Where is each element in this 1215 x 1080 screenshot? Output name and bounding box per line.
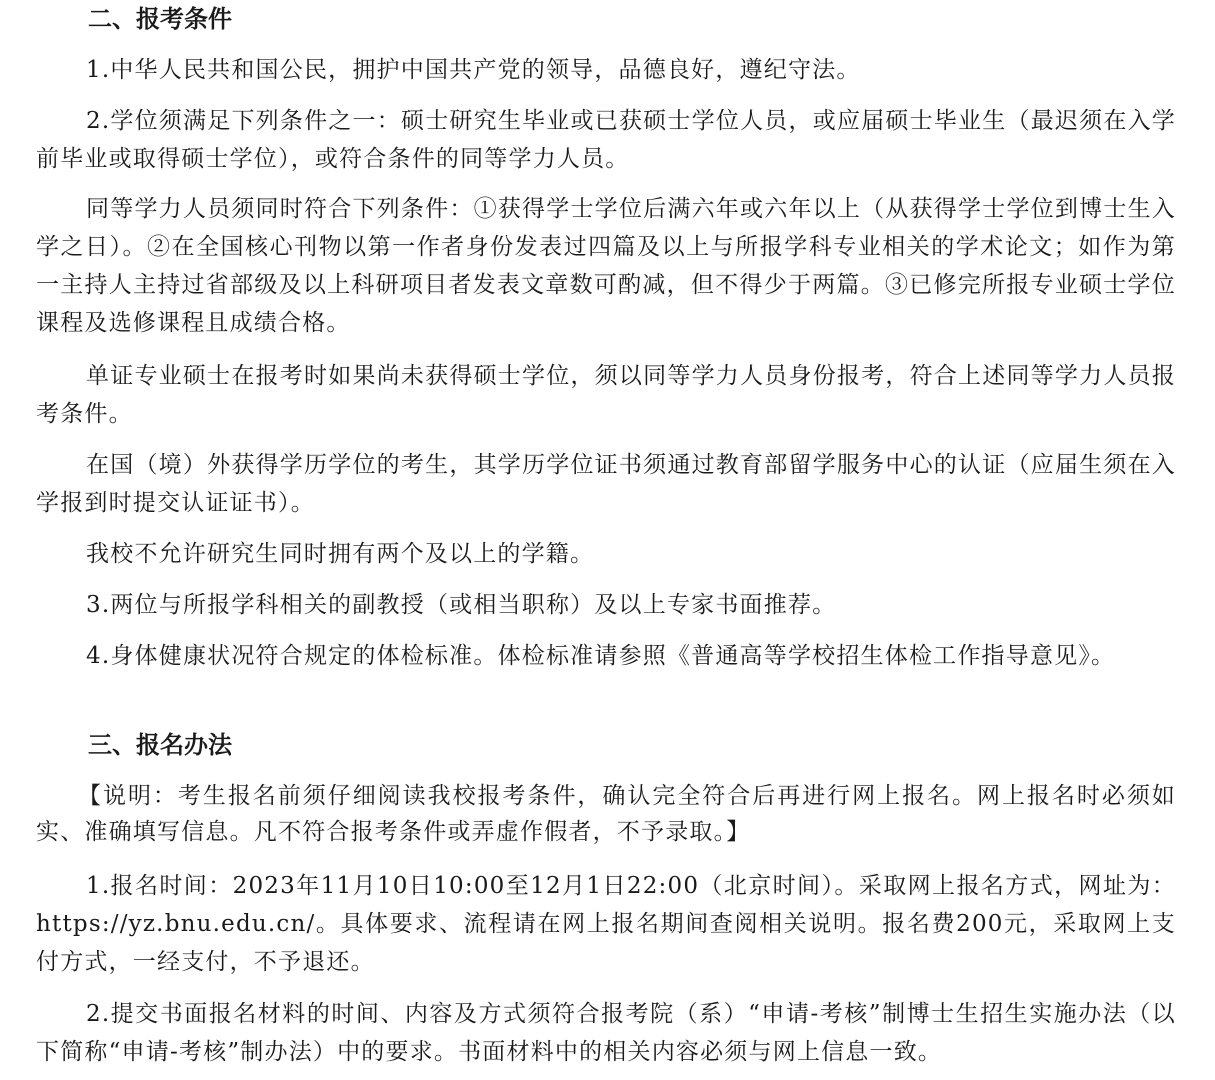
paragraph-professional-master: 单证专业硕士在报考时如果尚未获得硕士学位，须以同等学力人员身份报考，符合上述同等学力人员报考条件。 bbox=[36, 363, 1176, 427]
paragraph-single-enrollment: 我校不允许研究生同时拥有两个及以上的学籍。 bbox=[86, 541, 595, 567]
paragraph-overseas-degree: 在国（境）外获得学历学位的考生，其学历学位证书须通过教育部留学服务中心的认证（应届生须在入学报到时提交认证证书）。 bbox=[36, 452, 1176, 516]
paragraph-recommendation: 3.两位与所报学科相关的副教授（或相当职称）及以上专家书面推荐。 bbox=[86, 592, 837, 618]
paragraph-citizenship: 1.中华人民共和国公民，拥护中国共产党的领导，品德良好，遵纪守法。 bbox=[86, 57, 861, 83]
section-heading-registration: 三、报名办法 bbox=[88, 731, 232, 759]
paragraph-written-materials: 2.提交书面报名材料的时间、内容及方式须符合报考院（系）“申请-考核”制博士生招生实施办法（以下简称“申请-考核”制办法）中的要求。书面材料中的相关内容必须与网上信息一致。 bbox=[36, 1001, 1176, 1065]
paragraph-registration-time: 1.报名时间：2023年11月10日10:00至12月1日22:00（北京时间）。采取网上报名方式，网址为：https://yz.bnu.edu.cn/。具体要求、流程请在网上报名期间查阅相关说明。报名费200元，采取网上支付方式，一经支付，不予退还。 bbox=[36, 873, 1176, 975]
paragraph-health: 4.身体健康状况符合规定的体检标准。体检标准请参照《普通高等学校招生体检工作指导意见》。 bbox=[86, 643, 1116, 669]
registration-note: 【说明：考生报名前须仔细阅读我校报考条件，确认完全符合后再进行网上报名。网上报名时必须如实、准确填写信息。凡不符合报考条件或弄虚作假者，不予录取。】 bbox=[36, 783, 1176, 845]
paragraph-equivalent-education: 同等学力人员须同时符合下列条件：①获得学士学位后满六年或六年以上（从获得学士学位到博士生入学之日）。②在全国核心刊物以第一作者身份发表过四篇及以上与所报学科专业相关的学术论文；如作为第一主持人主持过省部级及以上科研项目者发表文章数可酌减，但不得少于两篇。③已修完所报专业硕士学位课程及选修课程且成绩合格。 bbox=[36, 196, 1176, 336]
paragraph-degree-requirement: 2.学位须满足下列条件之一：硕士研究生毕业或已获硕士学位人员，或应届硕士毕业生（最迟须在入学前毕业或取得硕士学位），或符合条件的同等学力人员。 bbox=[36, 108, 1176, 172]
section-heading-conditions: 二、报考条件 bbox=[88, 5, 232, 33]
